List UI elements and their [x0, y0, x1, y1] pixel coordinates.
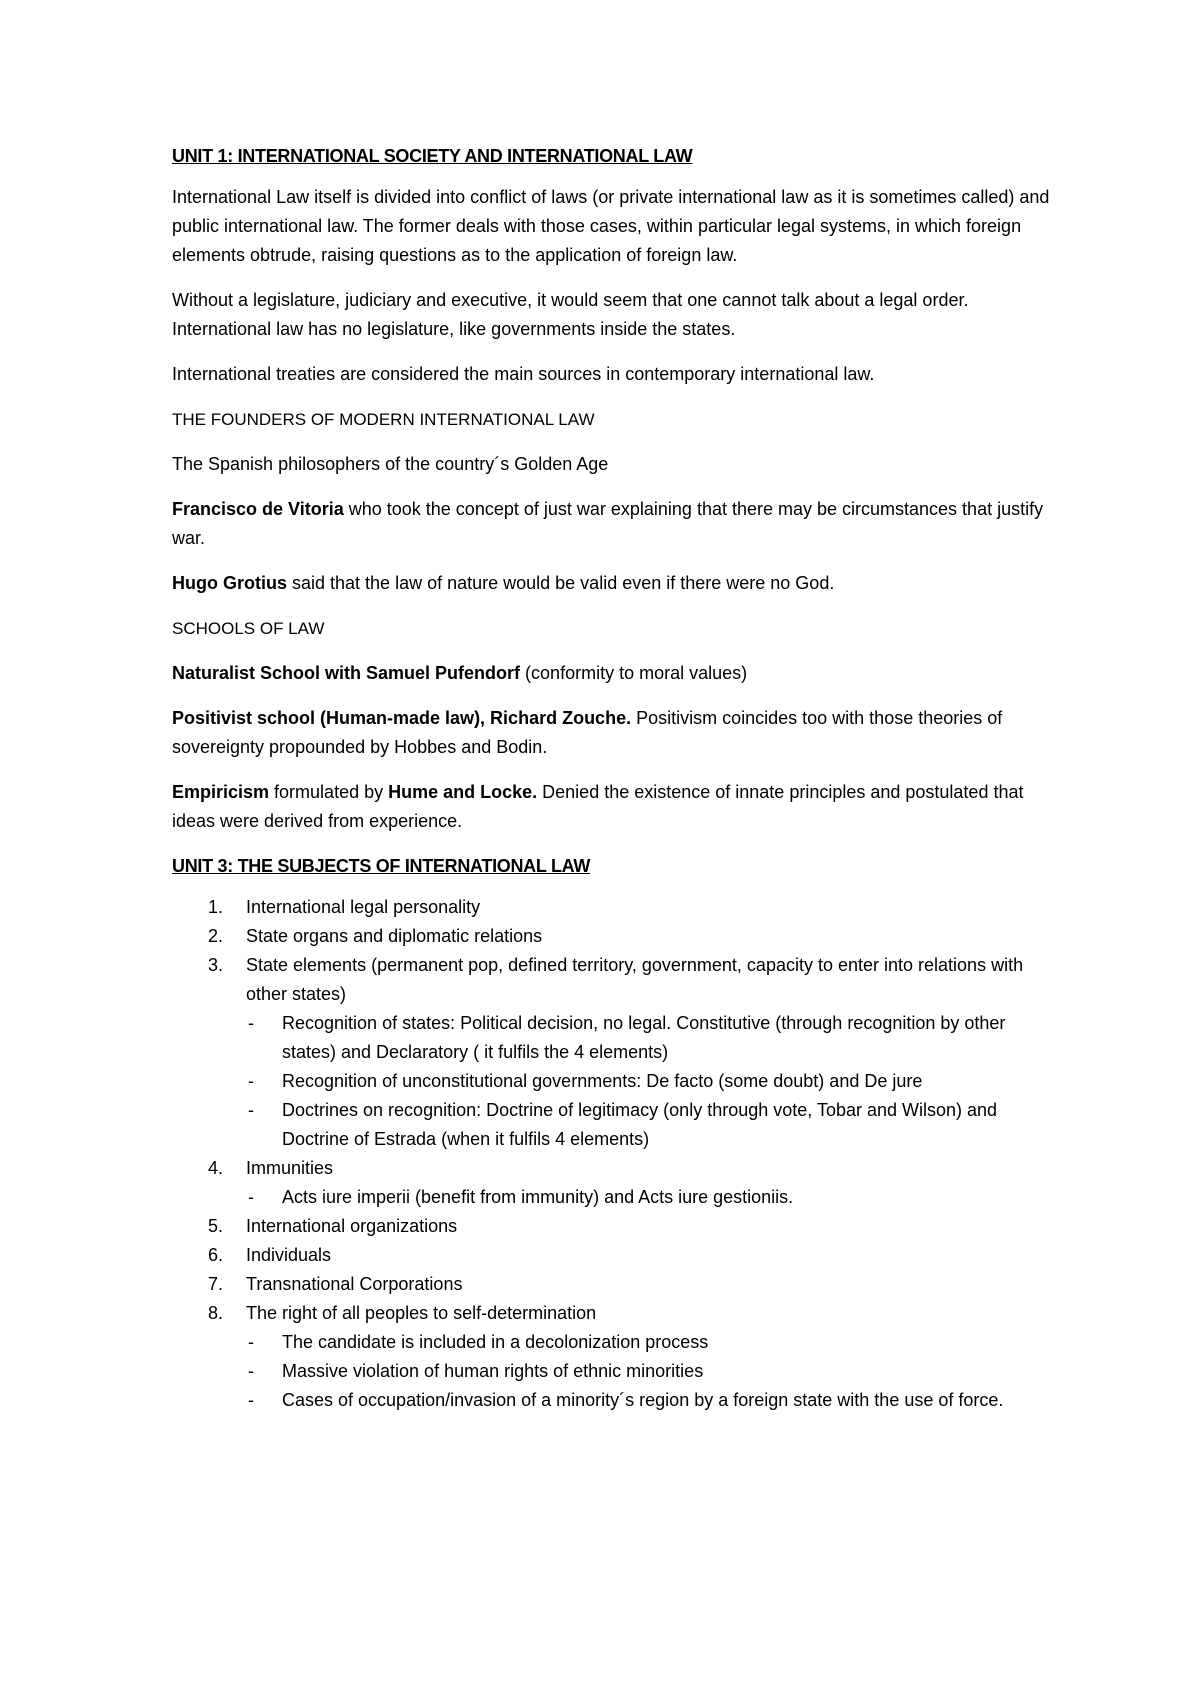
- list-item-text: International legal personality: [246, 897, 481, 917]
- vitoria-name: Francisco de Vitoria: [172, 499, 344, 519]
- document-page: [172, 142, 1052, 1415]
- sublist-item-text: Acts iure imperii (benefit from immunity) and Acts iure gestioniis.: [282, 1187, 794, 1207]
- list-item-number: 6.: [208, 1245, 224, 1265]
- vitoria-text: who took the concept of just war explaining that there may be circumstances that justify war.: [172, 499, 1044, 548]
- unit3-list: [172, 893, 1052, 1415]
- list-item: [172, 922, 1052, 951]
- dash-bullet: -: [248, 1071, 254, 1091]
- dash-bullet: -: [248, 1100, 254, 1120]
- sublist-self-determination: [246, 1328, 1052, 1415]
- founders-intro: The Spanish philosophers of the country´s Golden Age: [172, 454, 609, 474]
- unit1-paragraph-2: Without a legislature, judiciary and executive, it would seem that one cannot talk about a legal order. International law has no legislature, like governments inside the states.: [172, 290, 969, 339]
- list-item-text: International organizations: [246, 1216, 458, 1236]
- vitoria-paragraph: [172, 495, 1052, 553]
- list-item-number: 8.: [208, 1303, 224, 1323]
- naturalist-name: Naturalist School with Samuel Pufendorf: [172, 663, 521, 683]
- list-item: [172, 1241, 1052, 1270]
- empiricism-text: Denied the existence of innate principles and postulated that ideas were derived from experience.: [172, 782, 1024, 831]
- list-item: [172, 893, 1052, 922]
- positivist-text: Positivism coincides too with those theories of sovereignty propounded by Hobbes and Bodin.: [172, 708, 1003, 757]
- list-item: [172, 1154, 1052, 1212]
- list-item: [172, 951, 1052, 1154]
- sublist-item: [246, 1009, 1052, 1067]
- list-item-text: The right of all peoples to self-determination: [246, 1303, 597, 1323]
- empiricism-authors: Hume and Locke.: [388, 782, 538, 802]
- sublist-item: [246, 1357, 1052, 1386]
- empiricism-name: Empiricism: [172, 782, 270, 802]
- sublist-item: [246, 1386, 1052, 1415]
- list-item: [172, 1299, 1052, 1415]
- schools-heading: SCHOOLS OF LAW: [172, 619, 325, 638]
- sublist-item: [246, 1067, 1052, 1096]
- sublist-item-text: Cases of occupation/invasion of a minority´s region by a foreign state with the use of force.: [282, 1390, 1004, 1410]
- sublist-item: [246, 1328, 1052, 1357]
- unit1-paragraph-1: International Law itself is divided into conflict of laws (or private international law as it is sometimes called) and public international law. The former deals with those cases, within particular legal systems, in which foreign elements obtrude, raising questions as to the application of foreign law.: [172, 187, 1050, 265]
- sublist-item: [246, 1183, 1052, 1212]
- list-item-number: 5.: [208, 1216, 224, 1236]
- sublist-item-text: Doctrines on recognition: Doctrine of legitimacy (only through vote, Tobar and Wilson) and Doctrine of Estrada (when it fulfils 4 elements): [282, 1100, 998, 1149]
- naturalist-paragraph: [172, 659, 1052, 688]
- list-item-text: State organs and diplomatic relations: [246, 926, 543, 946]
- list-item-text: Immunities: [246, 1158, 334, 1178]
- sublist-state-elements: [246, 1009, 1052, 1154]
- list-item-number: 7.: [208, 1274, 224, 1294]
- list-item-number: 3.: [208, 955, 224, 975]
- list-item-text: Transnational Corporations: [246, 1274, 463, 1294]
- grotius-name: Hugo Grotius: [172, 573, 287, 593]
- sublist-immunities: [246, 1183, 1052, 1212]
- dash-bullet: -: [248, 1390, 254, 1410]
- naturalist-text: (conformity to moral values): [520, 663, 748, 683]
- empiricism-mid: formulated by: [269, 782, 389, 802]
- sublist-item-text: Recognition of states: Political decision, no legal. Constitutive (through recognition by other states) and Declaratory ( it fulfils the 4 elements): [282, 1013, 1006, 1062]
- positivist-paragraph: [172, 704, 1052, 762]
- unit1-paragraph-3: International treaties are considered the main sources in contemporary international law.: [172, 364, 875, 384]
- grotius-paragraph: [172, 569, 1052, 598]
- dash-bullet: -: [248, 1013, 254, 1033]
- unit3-title: UNIT 3: THE SUBJECTS OF INTERNATIONAL LAW: [172, 856, 591, 876]
- dash-bullet: -: [248, 1332, 254, 1352]
- grotius-text: said that the law of nature would be valid even if there were no God.: [287, 573, 835, 593]
- dash-bullet: -: [248, 1361, 254, 1381]
- dash-bullet: -: [248, 1187, 254, 1207]
- list-item-text: Individuals: [246, 1245, 332, 1265]
- sublist-item-text: Massive violation of human rights of ethnic minorities: [282, 1361, 704, 1381]
- unit1-title: UNIT 1: INTERNATIONAL SOCIETY AND INTERNATIONAL LAW: [172, 146, 693, 166]
- sublist-item-text: Recognition of unconstitutional governments: De facto (some doubt) and De jure: [282, 1071, 923, 1091]
- list-item-number: 1.: [208, 897, 224, 917]
- sublist-item: [246, 1096, 1052, 1154]
- list-item: [172, 1212, 1052, 1241]
- positivist-name: Positivist school (Human-made law), Richard Zouche.: [172, 708, 632, 728]
- list-item-number: 4.: [208, 1158, 224, 1178]
- founders-heading: THE FOUNDERS OF MODERN INTERNATIONAL LAW: [172, 410, 595, 429]
- list-item: [172, 1270, 1052, 1299]
- list-item-number: 2.: [208, 926, 224, 946]
- list-item-text: State elements (permanent pop, defined territory, government, capacity to enter into relations with other states): [246, 955, 1024, 1004]
- sublist-item-text: The candidate is included in a decolonization process: [282, 1332, 709, 1352]
- empiricism-paragraph: [172, 778, 1052, 836]
